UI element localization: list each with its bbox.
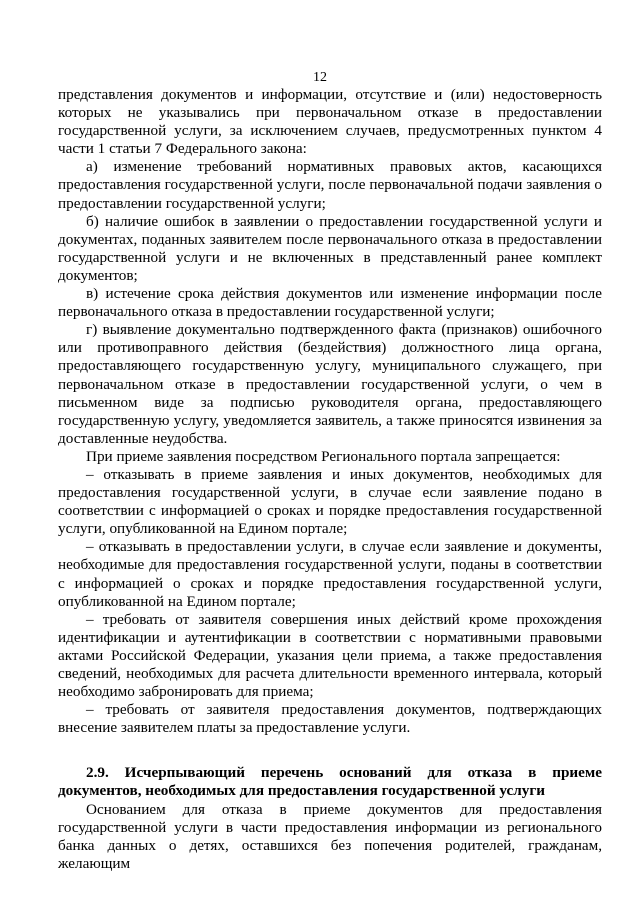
paragraph: При приеме заявления посредством Регионального портала запрещается: <box>86 447 561 465</box>
paragraph: – требовать от заявителя предоставления документов, подтверждающих внесение заявителем платы за предоставление услуги. <box>58 701 602 737</box>
paragraph: – отказывать в предоставлении услуги, в случае если заявление и документы, необходимые для предоставления государственной услуги, поданы в соответствии с информацией о сроках и порядке предоставления государственной услуги, опубликованной на Едином портале; <box>58 538 602 610</box>
paragraph: б) наличие ошибок в заявлении о предоставлении государственной услуги и документах, поданных заявителем после первоначального отказа в предоставлении государственной услуги и не включенных в представленный ранее комплект документов; <box>58 212 602 284</box>
paragraph: – отказывать в приеме заявления и иных документов, необходимых для предоставления государственной услуги, в случае если заявление подано в соответствии с информацией о сроках и порядке предоставления государственной услуги, опубликованной на Едином портале; <box>58 465 602 538</box>
document-body <box>58 86 602 873</box>
paragraph: Основанием для отказа в приеме документов для предоставления государственной услуги в части предоставления информации из регионального банка данных о детях, оставшихся без попечения родителей, гражданам, желающим <box>58 800 602 872</box>
section-heading: 2.9. Исчерпывающий перечень оснований для отказа в приеме документов, необходимых для предоставления государственной услуги <box>58 764 602 800</box>
paragraph: в) истечение срока действия документов или изменение информации после первоначального отказа в предоставлении государственной услуги; <box>58 285 602 321</box>
paragraph: представления документов и информации, отсутствие и (или) недостоверность которых не указывались при первоначальном отказе в предоставлении государственной услуги, за исключением случаев, предусмотренных пунктом 4 части 1 статьи 7 Федерального закона: <box>58 86 602 158</box>
paragraph: – требовать от заявителя совершения иных действий кроме прохождения идентификации и аутентификации в соответствии с нормативными правовыми актами Российской Федерации, указания цели приема, а также предоставления сведений, необходимых для расчета длительности временного интервала, который необходимо забронировать для приема; <box>58 610 602 701</box>
page-number: 12 <box>313 70 327 85</box>
paragraph: а) изменение требований нормативных правовых актов, касающихся предоставления государственной услуги, после первоначальной подачи заявления о предоставлении государственной услуги; <box>58 158 602 212</box>
paragraph: г) выявление документально подтвержденного факта (признаков) ошибочного или противоправного действия (бездействия) должностного лица органа, предоставляющего государственную услугу, муниципального служащего, при первоначальном отказе в предоставлении государственной услуги, о чем в письменном виде за подписью руководителя органа, предоставляющего государственную услугу, уведомляется заявитель, а также приносятся извинения за доставленные неудобства. <box>58 321 602 447</box>
